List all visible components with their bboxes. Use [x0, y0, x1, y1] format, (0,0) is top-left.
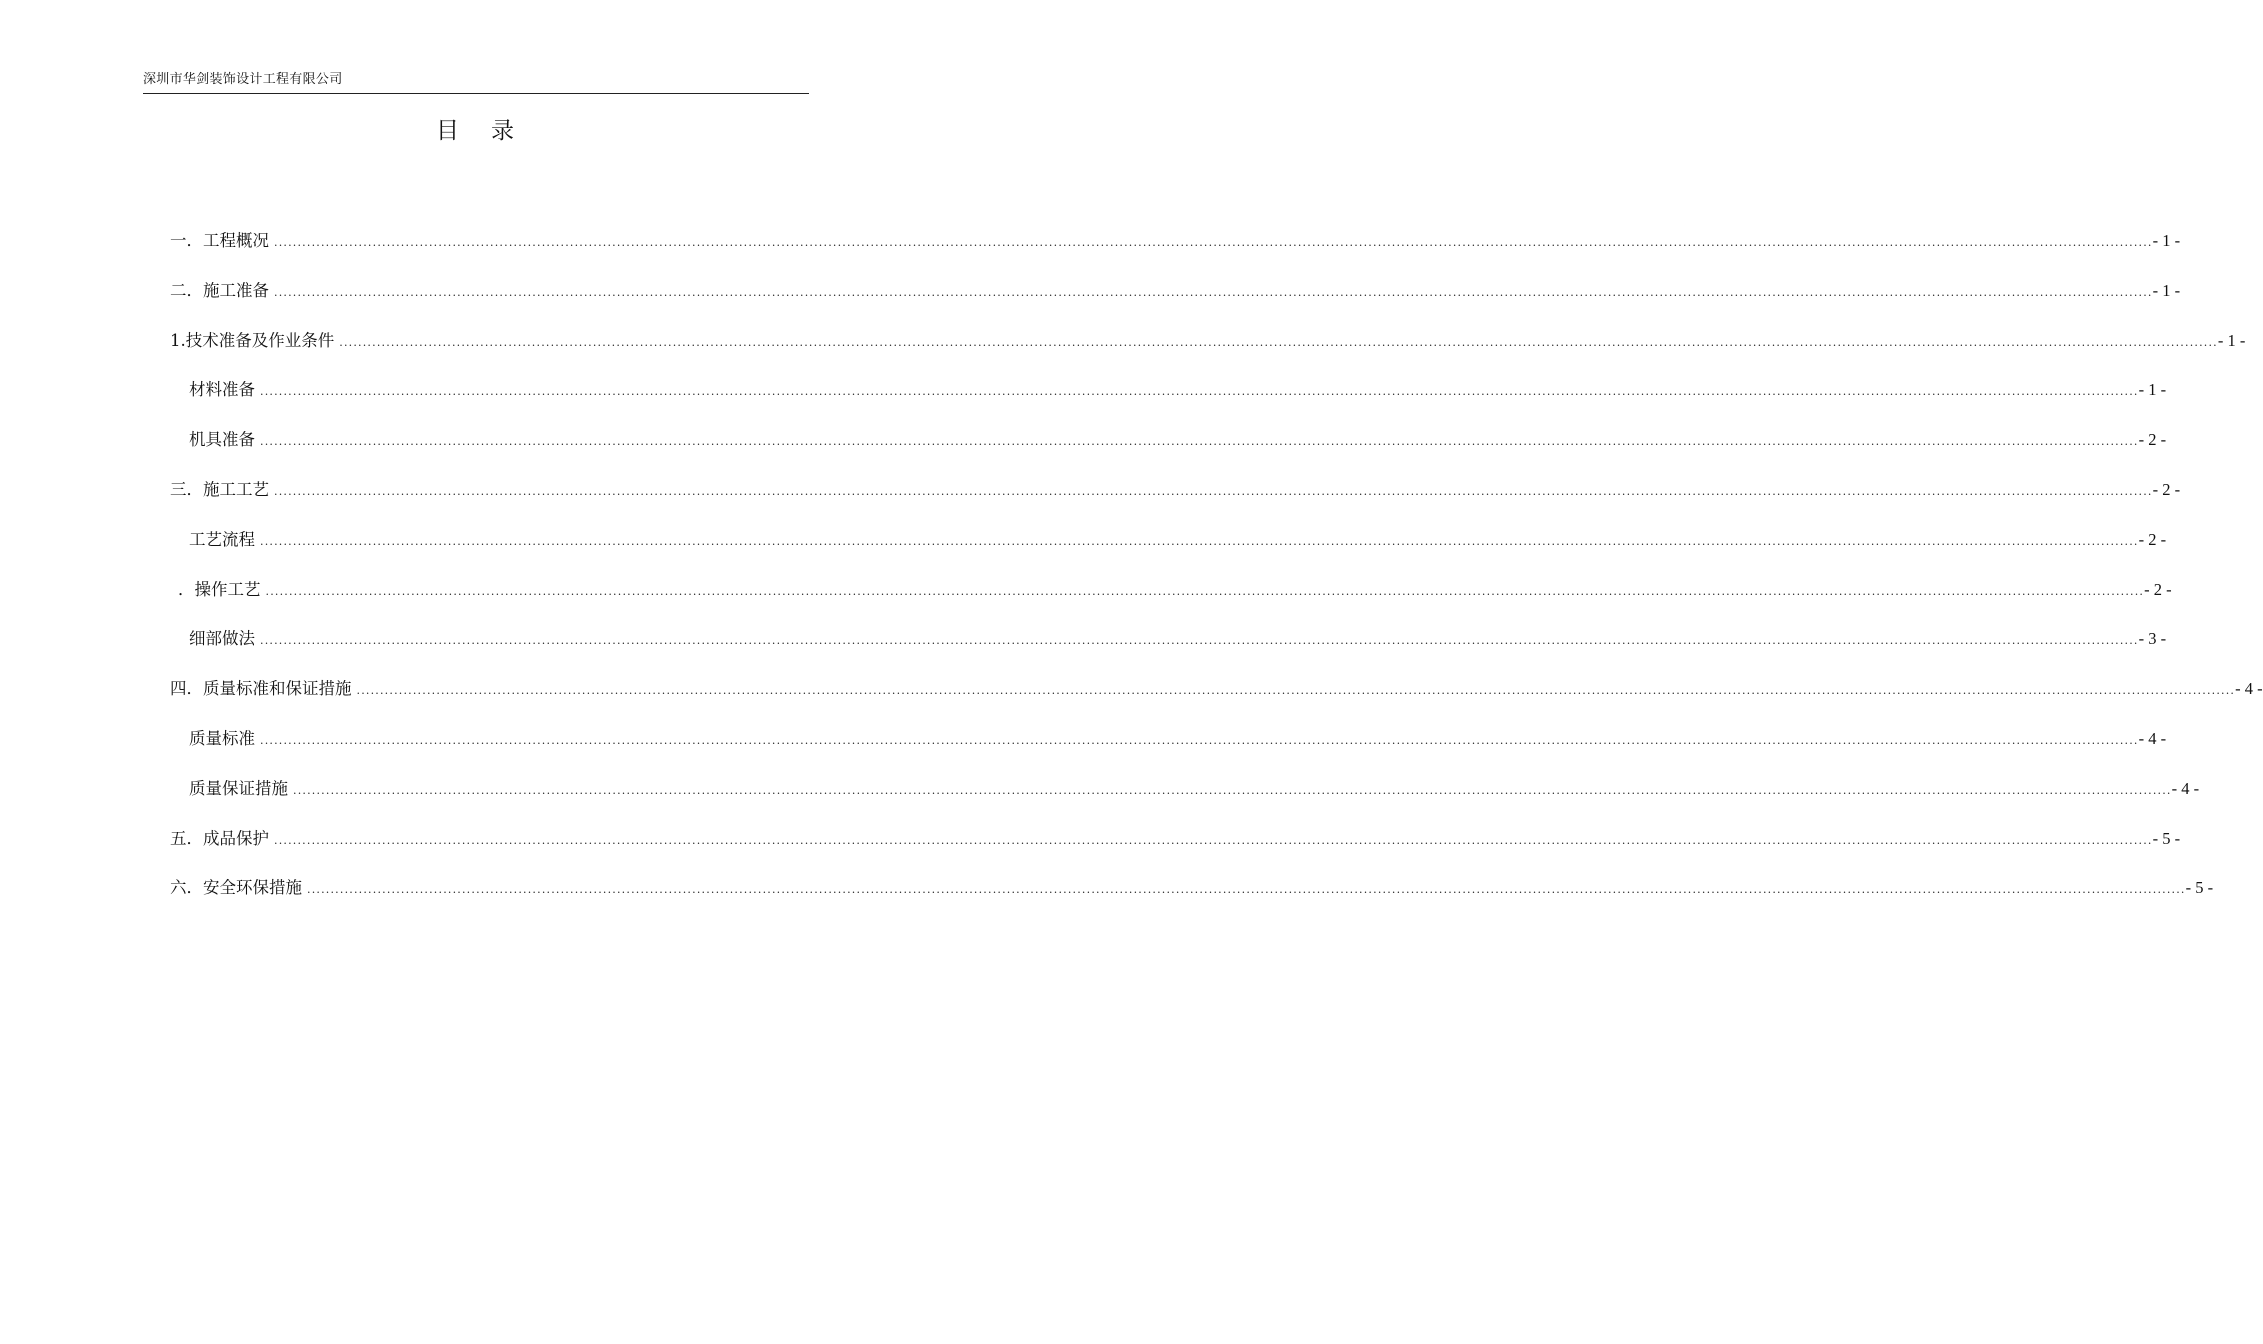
- toc-page-number: - 5 -: [2185, 878, 2214, 898]
- toc-entry[interactable]: [170, 575, 2172, 625]
- toc-entry-title: 材料准备: [189, 380, 255, 400]
- toc-entry[interactable]: [170, 375, 2167, 425]
- toc-page-number: - 2 -: [2144, 579, 2172, 599]
- toc-entry-title: 1.技术准备及作业条件: [170, 330, 335, 350]
- toc-dot-leader: ................................................................................................................................................................................................................................................................................................................................................................................................................: [260, 634, 2139, 648]
- toc-dot-leader: ................................................................................................................................................................................................................................................................................................................................................................................................................: [260, 534, 2139, 548]
- toc-dot-leader: ................................................................................................................................................................................................................................................................................................................................................................................................................: [293, 783, 2172, 797]
- toc-dot-leader: ................................................................................................................................................................................................................................................................................................................................................................................................................: [260, 385, 2139, 399]
- toc-entry-title: 机具准备: [189, 430, 255, 450]
- toc-page-number: - 1 -: [2217, 330, 2246, 350]
- toc-entry[interactable]: [170, 873, 2214, 923]
- toc-dot-leader: ................................................................................................................................................................................................................................................................................................................................................................................................................: [274, 285, 2153, 299]
- toc-page-number: - 2 -: [2138, 529, 2167, 549]
- toc-page-number: - 3 -: [2138, 629, 2167, 649]
- toc-entry-title: 二．施工准备: [170, 280, 269, 300]
- toc-entry-title: 六．安全环保措施: [170, 878, 302, 898]
- toc-page-number: - 1 -: [2152, 231, 2181, 250]
- toc-dot-leader: ................................................................................................................................................................................................................................................................................................................................................................................................................: [274, 833, 2153, 847]
- toc-title: 目录: [436, 118, 546, 144]
- toc-entry[interactable]: [170, 774, 2200, 824]
- toc-dot-leader: ................................................................................................................................................................................................................................................................................................................................................................................................................: [356, 684, 2236, 698]
- toc-page-number: - 4 -: [2138, 728, 2167, 748]
- toc-entry-title: 四．质量标准和保证措施: [170, 679, 352, 699]
- toc-page-number: - 5 -: [2152, 828, 2181, 848]
- toc-page-number: - 1 -: [2138, 380, 2167, 400]
- toc-entry[interactable]: [170, 425, 2167, 475]
- toc-page-number: - 1 -: [2152, 280, 2181, 300]
- toc-dot-leader: ................................................................................................................................................................................................................................................................................................................................................................................................................: [260, 733, 2139, 747]
- toc-entry-title: 一．工程概况: [170, 231, 269, 250]
- toc-entry[interactable]: [170, 824, 2181, 874]
- toc-page-number: - 2 -: [2152, 479, 2181, 499]
- toc-entry[interactable]: [170, 326, 2246, 376]
- toc-entry[interactable]: [170, 624, 2167, 674]
- toc-dot-leader: ................................................................................................................................................................................................................................................................................................................................................................................................................: [260, 435, 2139, 449]
- toc-page-number: - 4 -: [2235, 679, 2263, 699]
- toc-dot-leader: ................................................................................................................................................................................................................................................................................................................................................................................................................: [274, 236, 2153, 249]
- toc-dot-leader: ................................................................................................................................................................................................................................................................................................................................................................................................................: [265, 584, 2145, 598]
- toc-entry[interactable]: [170, 276, 2181, 326]
- toc-page-number: - 4 -: [2171, 778, 2200, 798]
- toc-entry-title: 三．施工工艺: [170, 479, 269, 499]
- page-header: [143, 70, 809, 94]
- table-of-contents: [170, 226, 2263, 923]
- toc-entry[interactable]: [170, 674, 2263, 724]
- toc-dot-leader: ................................................................................................................................................................................................................................................................................................................................................................................................................: [339, 335, 2218, 349]
- toc-entry[interactable]: [170, 525, 2167, 575]
- toc-page-number: - 2 -: [2138, 430, 2167, 450]
- toc-entry-title: 质量标准: [189, 728, 255, 748]
- toc-entry[interactable]: [170, 724, 2167, 774]
- toc-entry[interactable]: [170, 475, 2181, 525]
- toc-dot-leader: ................................................................................................................................................................................................................................................................................................................................................................................................................: [274, 484, 2153, 498]
- toc-entry-title: 工艺流程: [189, 529, 255, 549]
- toc-entry-title: ．操作工艺: [178, 579, 261, 599]
- toc-entry-title: 质量保证措施: [189, 778, 288, 798]
- toc-dot-leader: ................................................................................................................................................................................................................................................................................................................................................................................................................: [307, 883, 2186, 897]
- toc-entry[interactable]: [170, 226, 2181, 276]
- toc-entry-title: 五．成品保护: [170, 828, 269, 848]
- toc-entry-title: 细部做法: [189, 629, 255, 649]
- company-name: 深圳市华剑装饰设计工程有限公司: [143, 72, 343, 87]
